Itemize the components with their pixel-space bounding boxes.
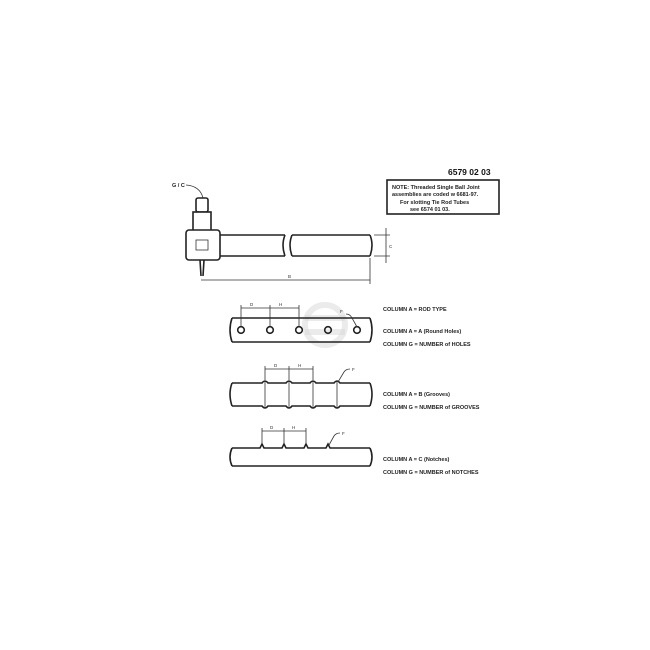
notches-col-g: COLUMN G = NUMBER of NOTCHES xyxy=(383,470,479,476)
notches-col-a: COLUMN A = C (Notches) xyxy=(383,457,450,463)
grooves-rod-top xyxy=(232,381,370,383)
stud-tip xyxy=(200,260,204,276)
holes-dim-h: H xyxy=(279,302,283,307)
rod-segment-right xyxy=(292,235,370,256)
grooves-dim-f: F xyxy=(352,367,355,372)
rod-grooves xyxy=(230,363,372,408)
note-line-4: see 6574 01 03. xyxy=(410,207,450,213)
part-number: 6579 02 03 xyxy=(448,167,491,177)
joint-housing xyxy=(186,230,220,260)
grooves-col-g: COLUMN G = NUMBER of GROOVES xyxy=(383,405,480,411)
grooves-rod-end xyxy=(370,383,372,406)
grease-leader xyxy=(186,185,203,198)
holes-rod-outline xyxy=(232,318,370,342)
grease-callout-label: G / C xyxy=(172,183,185,189)
tie-rod-end-assembly xyxy=(172,183,393,284)
rod-notches xyxy=(230,425,372,466)
grooves-spacing-dim xyxy=(265,366,313,380)
rod-end-cap xyxy=(370,235,372,256)
length-dimension xyxy=(201,258,370,284)
notches-dim-h: H xyxy=(292,425,296,430)
holes-col-a: COLUMN A = A (Round Holes) xyxy=(383,329,462,335)
holes-dim-d: D xyxy=(250,302,254,307)
note-line-3: For slotting Tie Rod Tubes xyxy=(400,200,470,206)
row1-col-a: COLUMN A = ROD TYPE xyxy=(383,307,447,313)
holes-rod-end xyxy=(370,318,372,342)
hole-2 xyxy=(267,327,274,334)
diameter-dimension xyxy=(374,228,390,263)
grooves-col-a: COLUMN A = B (Grooves) xyxy=(383,392,450,398)
notches-spacing-dim xyxy=(262,428,306,443)
dim-c-label: C xyxy=(389,244,393,249)
notches-dim-d: D xyxy=(270,425,274,430)
note-box xyxy=(387,180,499,214)
notches-rod-end xyxy=(370,448,372,466)
hole-5 xyxy=(354,327,361,334)
hole-3 xyxy=(296,327,303,334)
notches-rod-top xyxy=(232,444,370,448)
note-line-2: assemblies are coded w 6681-97. xyxy=(392,192,479,198)
groove-lines xyxy=(265,381,337,408)
note-line-1: NOTE: Threaded Single Ball Joint xyxy=(392,185,480,191)
grooves-leader xyxy=(338,369,350,382)
grooves-rod-break xyxy=(230,383,232,406)
notches-leader xyxy=(329,433,340,445)
holes-rod-break xyxy=(230,318,232,342)
notches-dim-f: F xyxy=(342,431,345,436)
holes-col-g: COLUMN G = NUMBER of HOLES xyxy=(383,342,471,348)
holes-spacing-dim xyxy=(241,305,299,326)
rod-break-right xyxy=(290,235,292,256)
hole-1 xyxy=(238,327,245,334)
rod-segment-left xyxy=(220,235,285,256)
grooves-rod-bottom xyxy=(232,406,370,408)
grooves-dim-h: H xyxy=(298,363,302,368)
ball-stud-top xyxy=(196,198,208,212)
dim-b-label: B xyxy=(288,274,292,279)
rod-break-left xyxy=(283,235,285,256)
grooves-dim-d: D xyxy=(274,363,278,368)
notches-rod-break xyxy=(230,448,232,466)
rod-round-holes xyxy=(230,302,372,342)
ball-stud-neck xyxy=(193,212,211,232)
holes-dim-f: F xyxy=(340,309,343,314)
watermark-logo xyxy=(305,305,345,345)
